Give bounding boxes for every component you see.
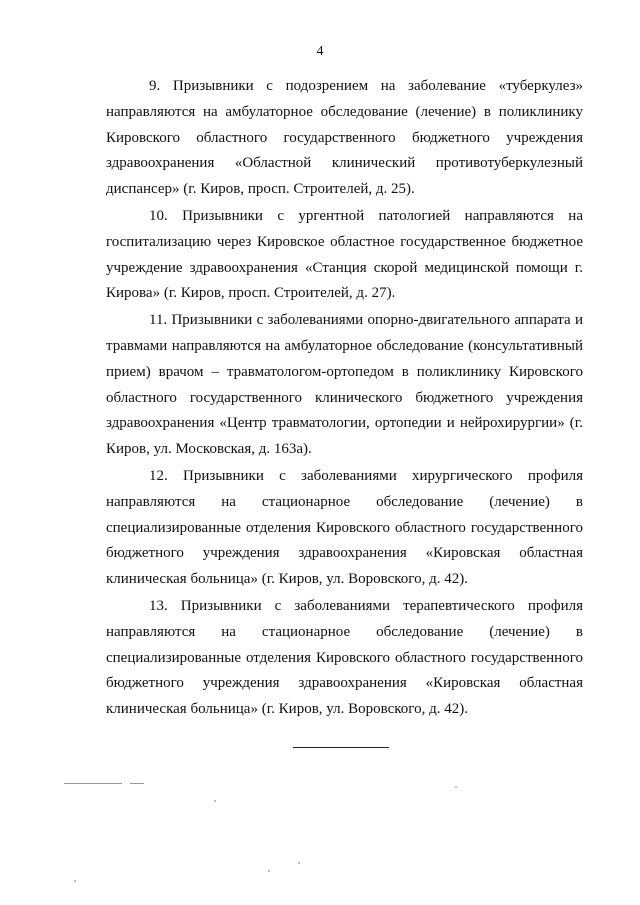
paragraph-9: 9. Призывники с подозрением на заболевание «туберкулез» направляются на амбулаторное обследование (лечение) в поликлинику Кировского областного государственного бюджетного учреждения здравоохранения «Областной клинический противотуберкулезный диспансер» (г. Киров, просп. Строителей, д. 25).	[106, 78, 583, 198]
end-divider-line	[293, 747, 389, 748]
paragraph-13: 13. Призывники с заболеваниями терапевтического профиля направляются на стационарное обследование (лечение) в специализированные отделения Кировского областного государственного бюджетного учреждения здравоохранения «Кировская областная клиническая больница» (г. Киров, ул. Воровского, д. 42).	[106, 597, 583, 718]
page-number: 4	[316, 44, 324, 59]
scan-artifact	[214, 800, 216, 802]
paragraph-10: 10. Призывники с ургентной патологией направляются на госпитализацию через Кировское областное государственное бюджетное учреждение здравоохранения «Станция скорой медицинской помощи г. Кирова» (г. Киров, просп. Строителей, д. 27).	[106, 207, 583, 302]
scan-artifact	[64, 783, 122, 784]
scan-artifact	[298, 862, 300, 864]
paragraph-12: 12. Призывники с заболеваниями хирургического профиля направляются на стационарное обследование (лечение) в специализированные отделения Кировского областного государственного бюджетного учреждения здравоохранения «Кировская областная клиническая больница» (г. Киров, ул. Воровского, д. 42).	[106, 467, 583, 588]
scan-artifact	[130, 783, 144, 784]
paragraph-11: 11. Призывники с заболеваниями опорно-двигательного аппарата и травмами направляются на амбулаторное обследование (консультативный прием) врачом – травматологом-ортопедом в поликлинику Кировского областного государственного клинического бюджетного учреждения здравоохранения «Центр травматологии, ортопедии и нейрохирургии» (г. Киров, ул. Московская, д. 163а).	[106, 312, 583, 458]
scan-artifact	[455, 786, 457, 788]
document-body	[106, 70, 583, 723]
scan-artifact	[268, 870, 270, 872]
scan-artifact	[74, 880, 76, 882]
